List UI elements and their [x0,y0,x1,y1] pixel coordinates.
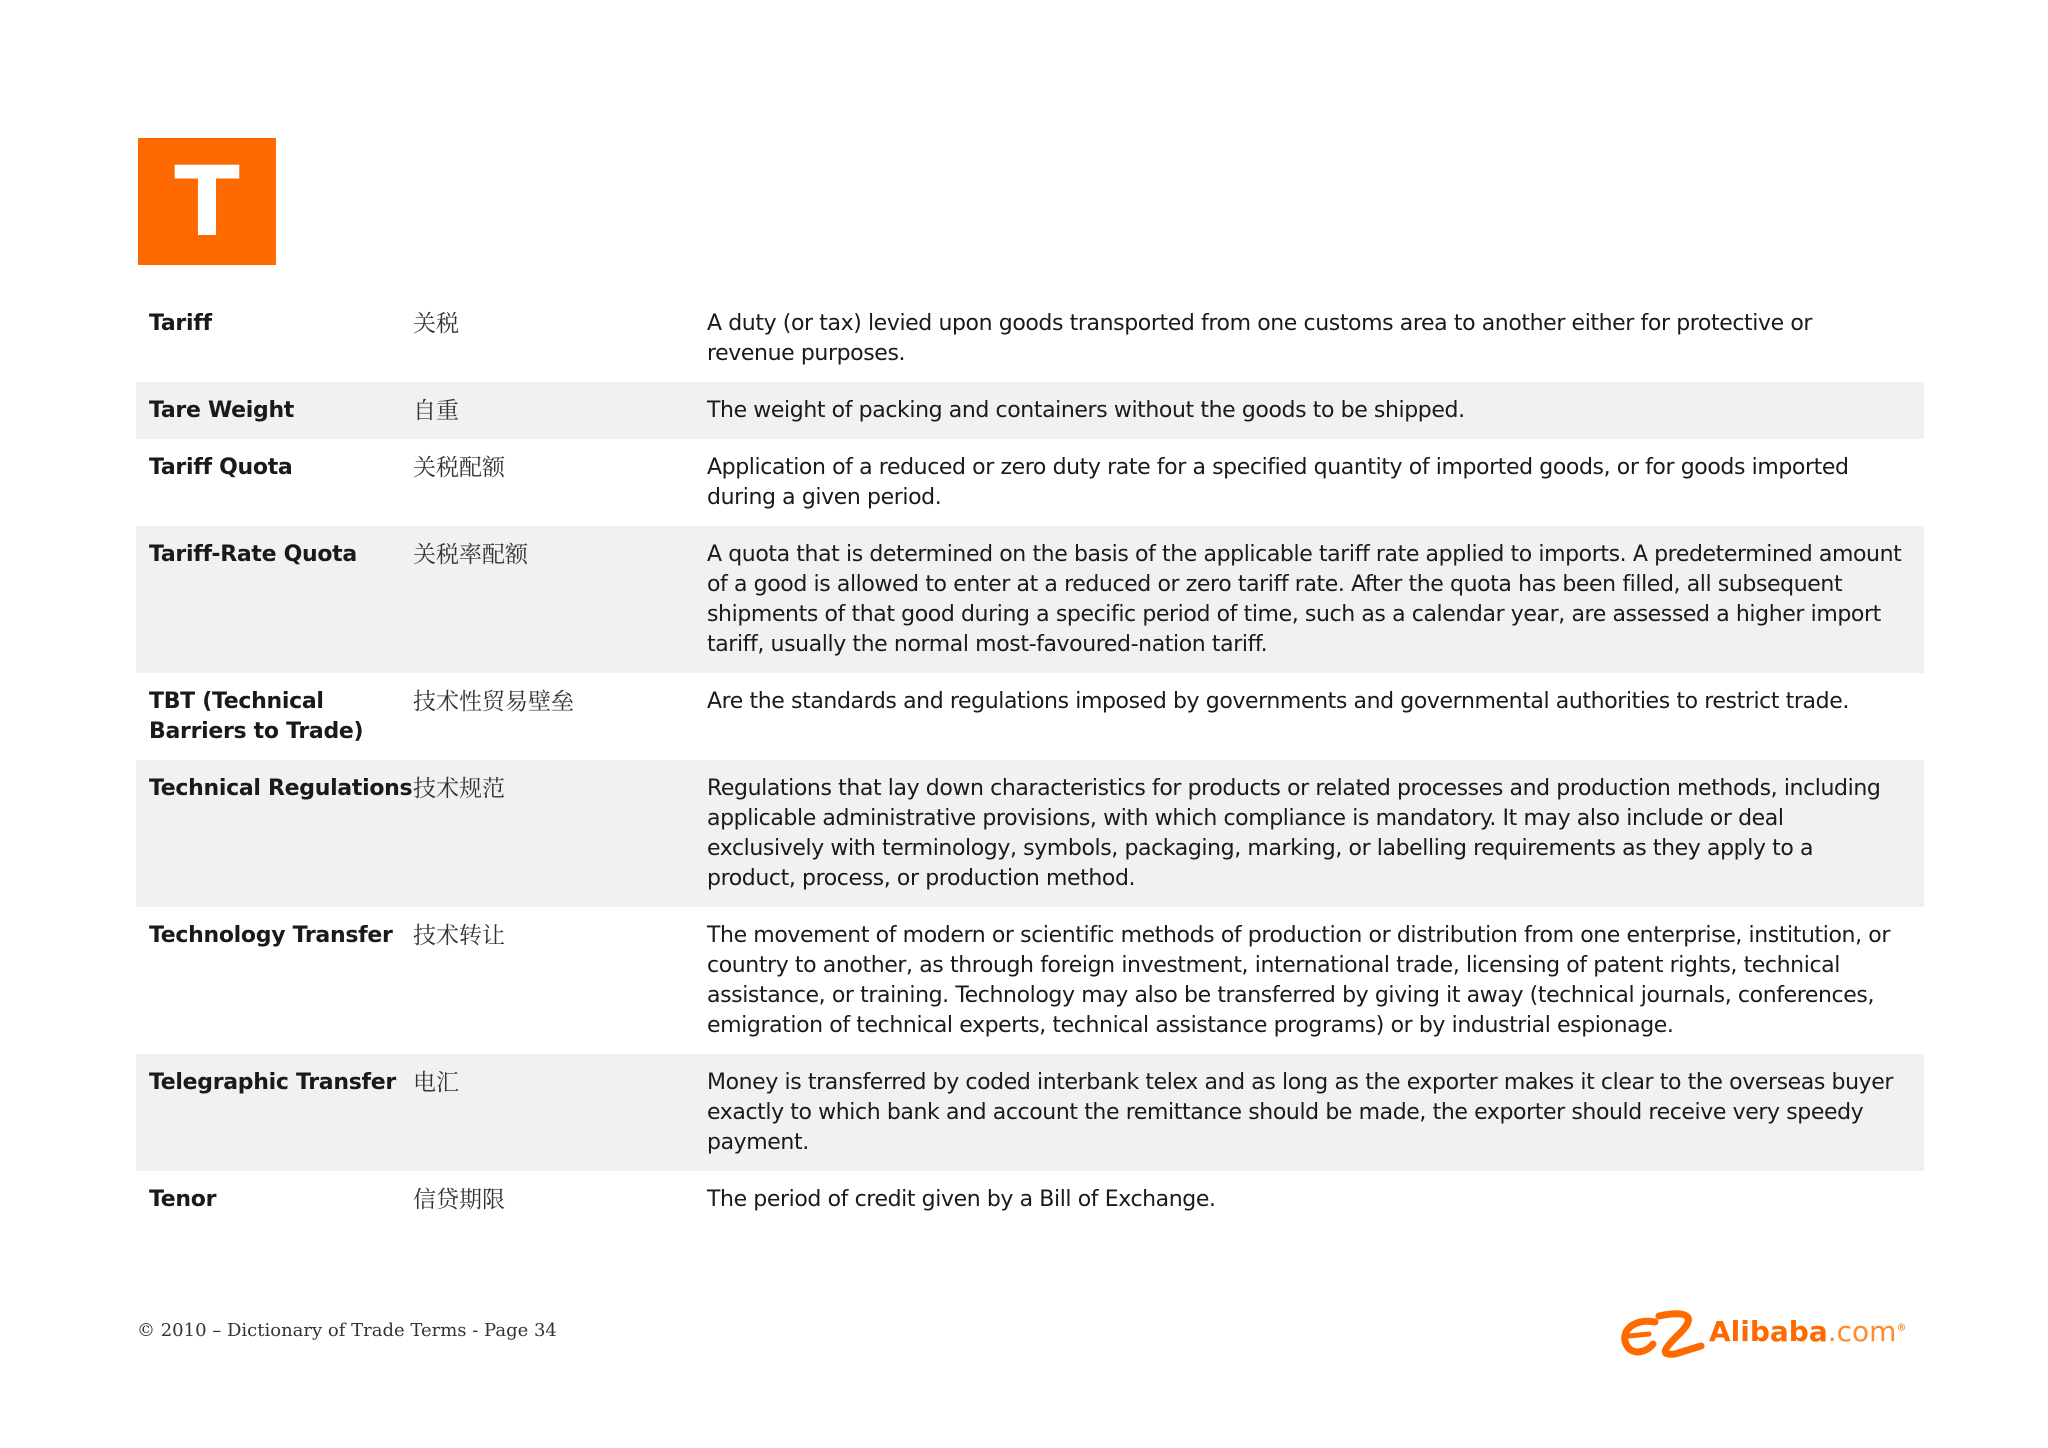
term: Technology Transfer [149,923,393,948]
definition: The period of credit given by a Bill of Exchange. [707,1187,1216,1212]
chinese-translation: 技术规范 [413,776,505,802]
chinese-translation: 关税配额 [413,455,505,481]
chinese-translation: 信贷期限 [413,1187,505,1213]
term: TBT (Technical Barriers to Trade) [149,689,364,744]
glossary-row [136,1054,1924,1171]
chinese-translation: 关税率配额 [413,542,528,568]
term: Technical Regulations [149,776,413,801]
alibaba-logo [1615,1302,1906,1366]
definition: The weight of packing and containers without the goods to be shipped. [707,398,1465,423]
definition: Application of a reduced or zero duty rate for a specified quantity of imported goods, or for goods imported during a given period. [707,455,1849,510]
glossary-row [136,295,1924,382]
chinese-translation: 关税 [413,311,459,337]
definition: The movement of modern or scientific methods of production or distribution from one enterprise, institution, or country to another, as through foreign investment, international trade, licensing of patent rights, technical assistance, or training. Technology may also be transferred by giving it away (technical journals, conferences, emigration of technical experts, technical assistance programs) or by industrial espionage. [707,923,1890,1038]
definition: Regulations that lay down characteristics for products or related processes and production methods, including applicable administrative provisions, with which compliance is mandatory. It may also include or deal exclusively with terminology, symbols, packaging, marking, or labelling requirements as they apply to a product, process, or production method. [707,776,1881,891]
definition: A duty (or tax) levied upon goods transported from one customs area to another either for protective or revenue purposes. [707,311,1813,366]
definition: A quota that is determined on the basis of the applicable tariff rate applied to imports. A predetermined amount of a good is allowed to enter at a reduced or zero tariff rate. After the quota has been filled, all subsequent shipments of that good during a specific period of time, such as a calendar year, are assessed a higher import tariff, usually the normal most-favoured-nation tariff. [707,542,1902,657]
glossary-row [136,439,1924,526]
term: Tare Weight [149,398,295,423]
glossary-row [136,760,1924,907]
term: Tenor [149,1187,217,1212]
alibaba-swoosh-icon [1615,1302,1707,1366]
term: Tariff [149,311,212,336]
chinese-translation: 技术转让 [413,923,505,949]
logo-wordmark: Alibaba.com® [1709,1315,1907,1348]
term: Tariff-Rate Quota [149,542,357,567]
term: Tariff Quota [149,455,293,480]
section-letter-badge: T [138,138,276,265]
term: Telegraphic Transfer [149,1070,396,1095]
glossary-table [136,295,1924,1228]
glossary-row [136,907,1924,1054]
glossary-row [136,1171,1924,1228]
chinese-translation: 技术性贸易壁垒 [413,689,574,715]
glossary-row [136,382,1924,439]
page-footer: © 2010 – Dictionary of Trade Terms - Page 34 [137,1320,557,1341]
definition: Money is transferred by coded interbank telex and as long as the exporter makes it clear to the overseas buyer exactly to which bank and account the remittance should be made, the exporter should receive very speedy payment. [707,1070,1894,1155]
chinese-translation: 自重 [413,398,459,424]
definition: Are the standards and regulations imposed by governments and governmental authorities to restrict trade. [707,689,1849,714]
glossary-row [136,526,1924,673]
glossary-row [136,673,1924,760]
chinese-translation: 电汇 [413,1070,459,1096]
